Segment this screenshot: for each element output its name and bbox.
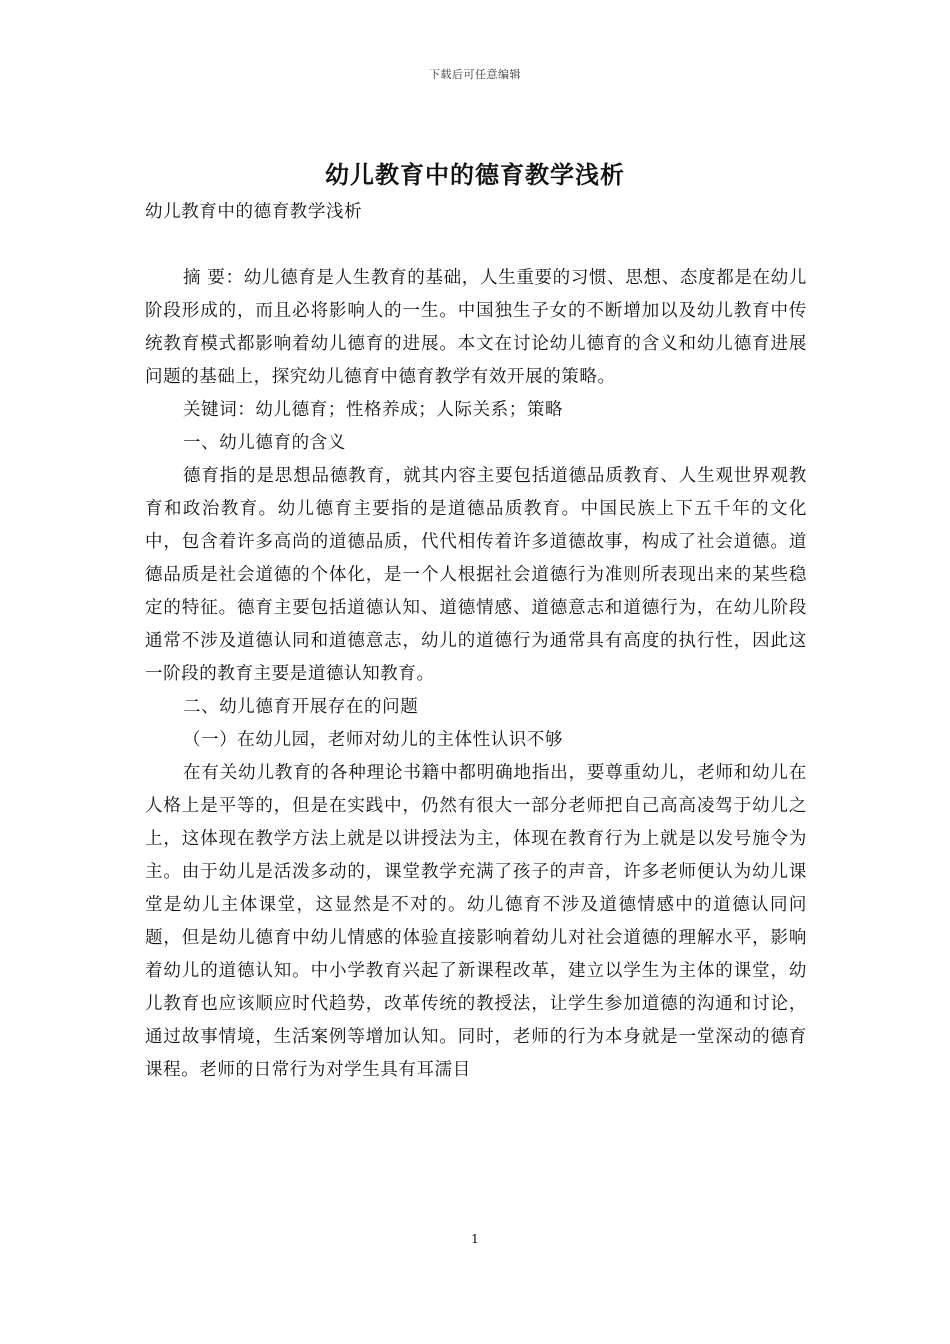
document-title: 幼儿教育中的德育教学浅析 bbox=[325, 160, 625, 189]
abstract-paragraph: 摘 要：幼儿德育是人生教育的基础，人生重要的习惯、思想、态度都是在幼儿阶段形成的，而且必将影响人的一生。中国独生子女的不断增加以及幼儿教育中传统教育模式都影响着幼儿德育的进展。本文在讨论幼儿德育的含义和幼儿德育进展问题的基础上，探究幼儿德育中德育教学有效开展的策略。 bbox=[145, 268, 807, 387]
section-heading-1: 一、幼儿德育的含义 bbox=[183, 433, 346, 453]
page-number: 1 bbox=[471, 1232, 479, 1246]
section-paragraph-1: 德育指的是思想品德教育，就其内容主要包括道德品质教育、人生观世界观教育和政治教育。幼儿德育主要指的是道德品质教育。中国民族上下五千年的文化中，包含着许多高尚的道德品质，代代相传着许多道德故事，构成了社会道德。道德品质是社会道德的个体化，是一个人根据社会道德行为准则所表现出来的某些稳定的特征。德育主要包括道德认知、道德情感、道德意志和道德行为，在幼儿阶段通常不涉及道德认同和道德意志，幼儿的道德行为通常具有高度的执行性，因此这一阶段的教育主要是道德认知教育。 bbox=[145, 466, 807, 684]
keywords-line: 关键词：幼儿德育；性格养成；人际关系；策略 bbox=[183, 400, 564, 420]
subsection-heading-2-1: （一）在幼儿园，老师对幼儿的主体性认识不够 bbox=[183, 730, 564, 750]
section-heading-2: 二、幼儿德育开展存在的问题 bbox=[183, 697, 419, 717]
subsection-paragraph-2-1: 在有关幼儿教育的各种理论书籍中都明确地指出，要尊重幼儿，老师和幼儿在人格上是平等的，但是在实践中，仍然有很大一部分老师把自己高高凌驾于幼儿之上，这体现在教学方法上就是以讲授法为主，体现在教育行为上就是以发号施令为主。由于幼儿是活泼多动的，课堂教学充满了孩子的声音，许多老师便认为幼儿课堂是幼儿主体课堂，这显然是不对的。幼儿德育不涉及道德情感中的道德认同问题，但是幼儿德育中幼儿情感的体验直接影响着幼儿对社会道德的理解水平，影响着幼儿的道德认知。中小学教育兴起了新课程改革，建立以学生为主体的课堂，幼儿教育也应该顺应时代趋势，改革传统的教授法，让学生参加道德的沟通和讨论，通过故事情境，生活案例等增加认知。同时，老师的行为本身就是一堂深动的德育课程。老师的日常行为对学生具有耳濡目 bbox=[145, 763, 807, 1080]
header-note: 下载后可任意编辑 bbox=[429, 68, 521, 81]
document-subtitle: 幼儿教育中的德育教学浅析 bbox=[145, 202, 363, 222]
document-body bbox=[145, 196, 807, 1087]
